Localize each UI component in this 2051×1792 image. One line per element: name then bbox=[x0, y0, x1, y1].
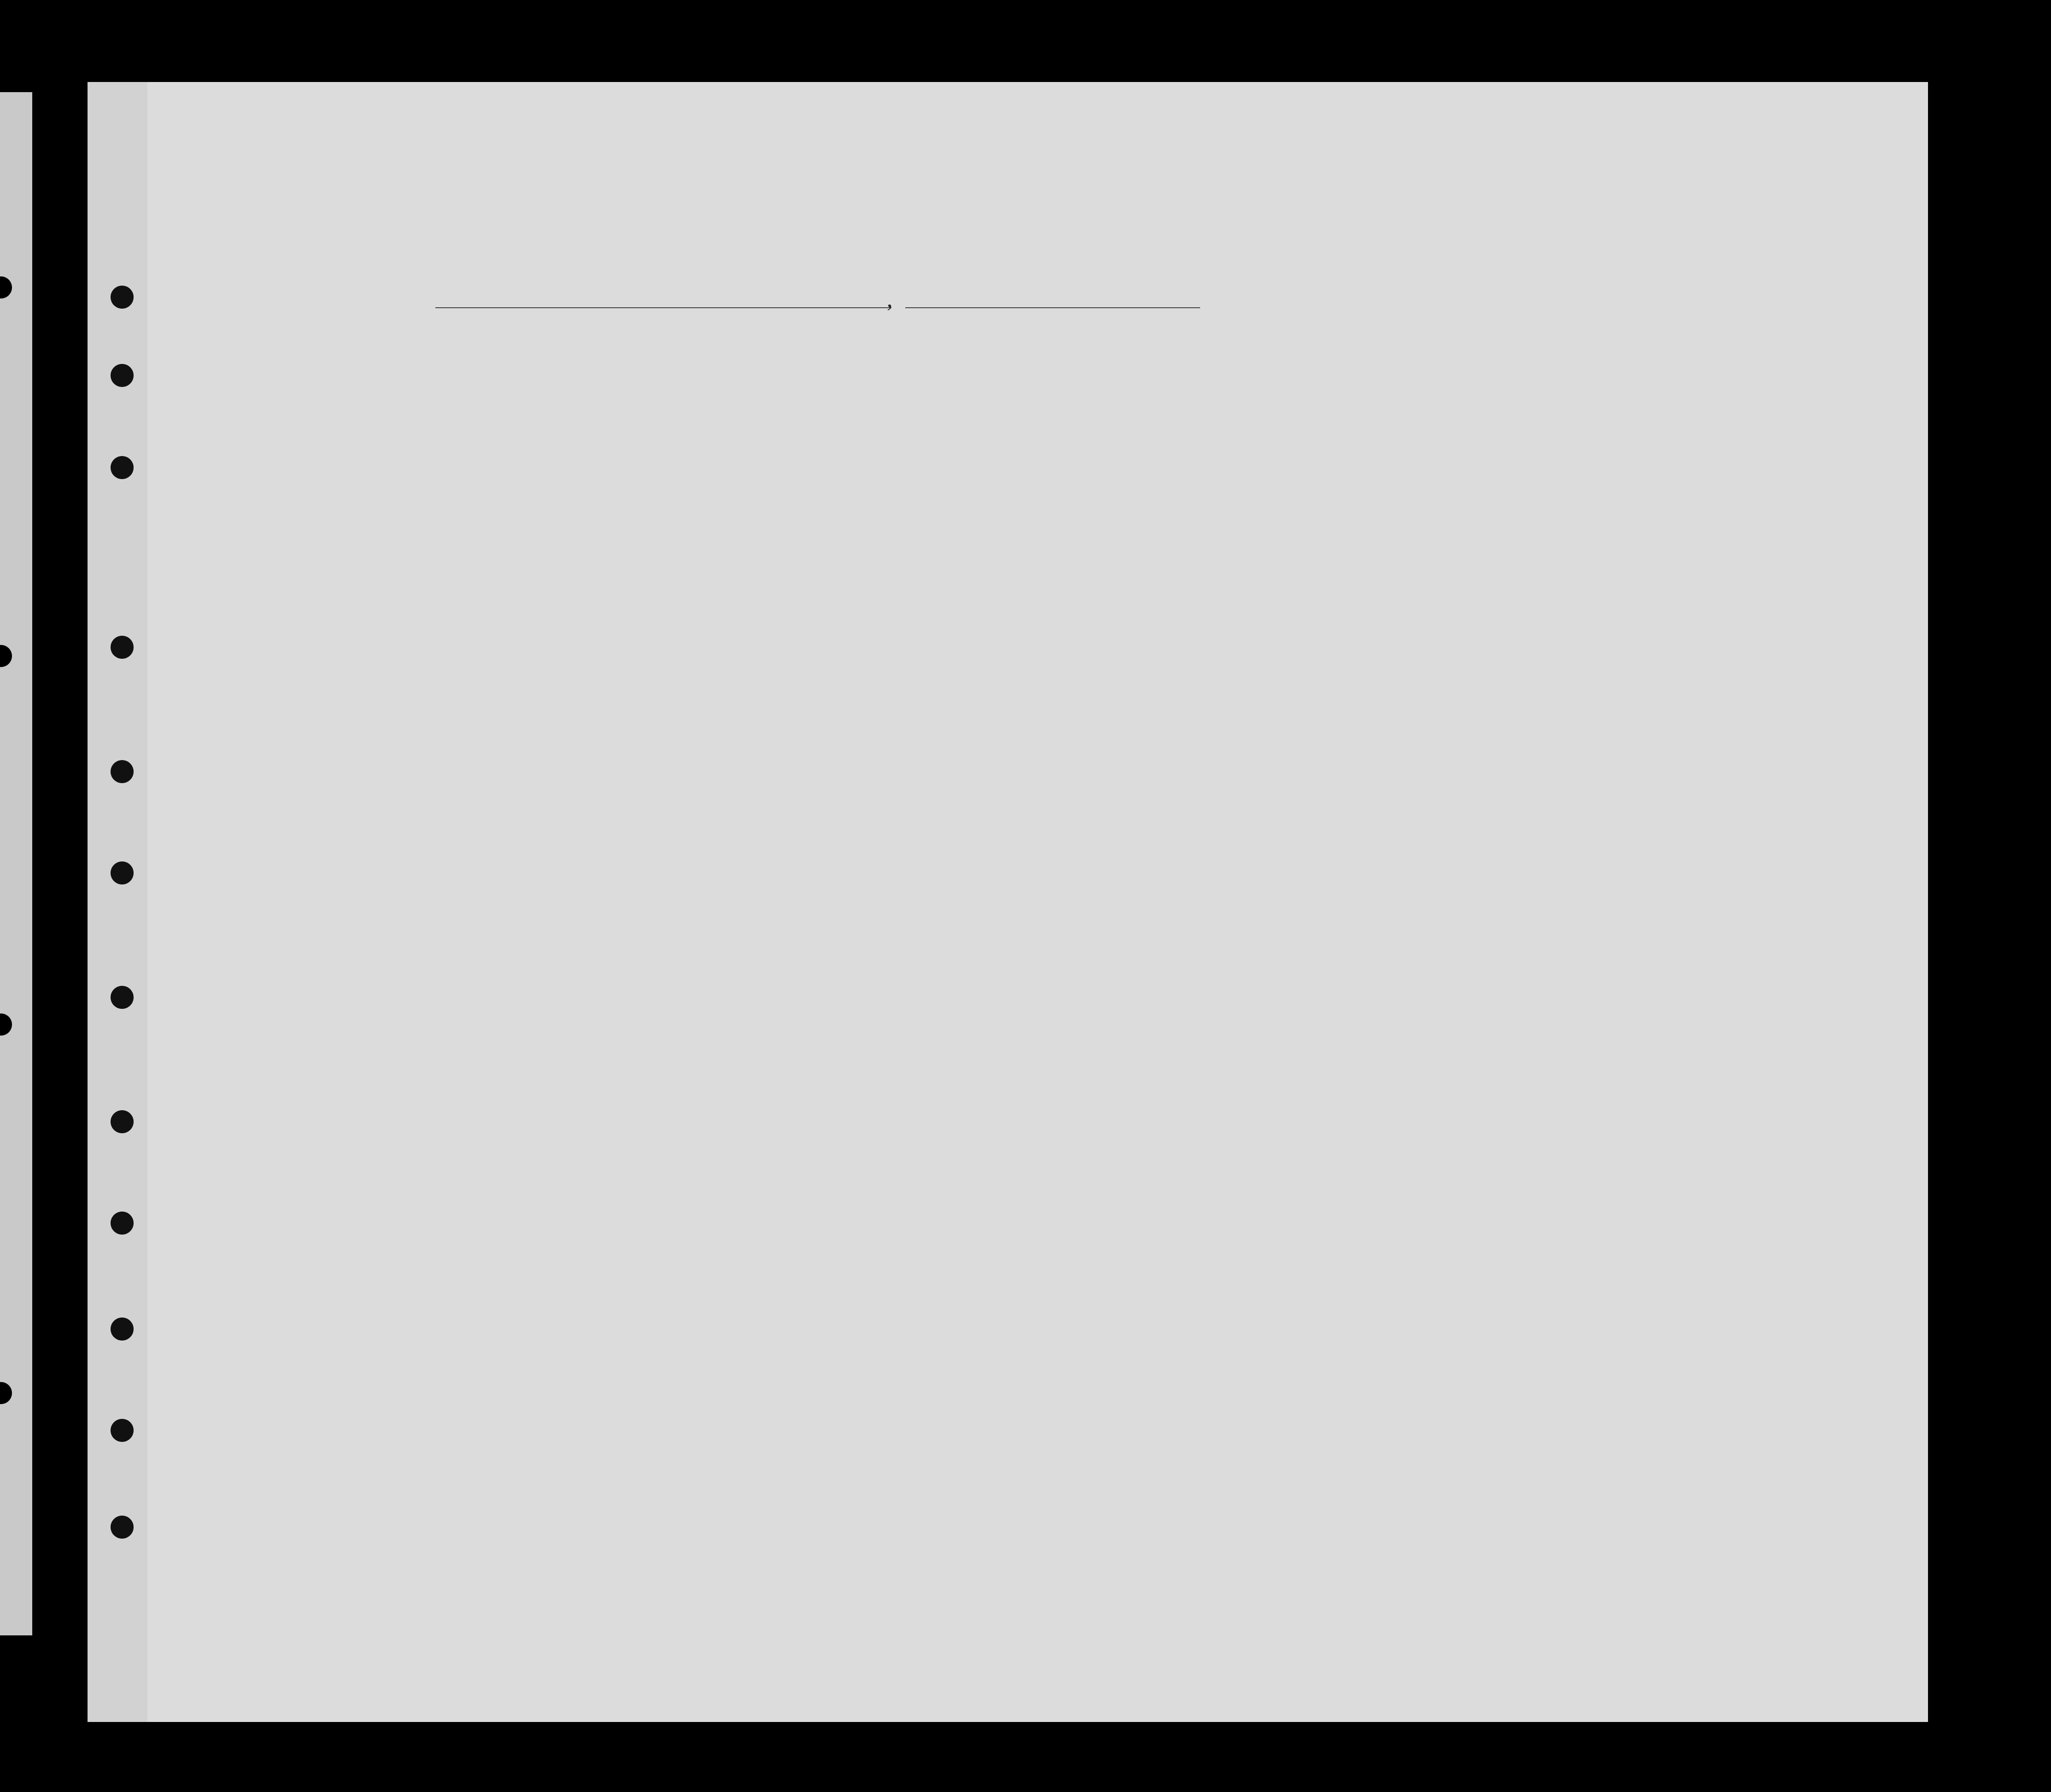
punch-hole bbox=[111, 986, 134, 1009]
punch-hole bbox=[0, 1382, 12, 1404]
punch-hole bbox=[0, 276, 12, 299]
punch-hole bbox=[111, 1110, 134, 1133]
punch-hole bbox=[111, 1419, 134, 1442]
manifest-table bbox=[206, 325, 1920, 1582]
punch-hole bbox=[111, 636, 134, 659]
adjacent-page-strip bbox=[0, 92, 32, 1635]
punch-hole bbox=[0, 1013, 12, 1036]
comma: , bbox=[887, 286, 893, 312]
punch-hole bbox=[0, 645, 12, 667]
punch-hole bbox=[111, 364, 134, 387]
punch-hole bbox=[111, 1212, 134, 1235]
punch-hole bbox=[111, 1318, 134, 1341]
punch-hole bbox=[111, 760, 134, 783]
port-underline bbox=[435, 307, 891, 308]
punch-hole bbox=[111, 1516, 134, 1539]
punch-hole bbox=[111, 286, 134, 309]
date-underline bbox=[905, 307, 1200, 308]
punch-hole bbox=[111, 456, 134, 479]
punch-hole bbox=[111, 861, 134, 884]
sheet-binding-edge bbox=[88, 82, 147, 1722]
